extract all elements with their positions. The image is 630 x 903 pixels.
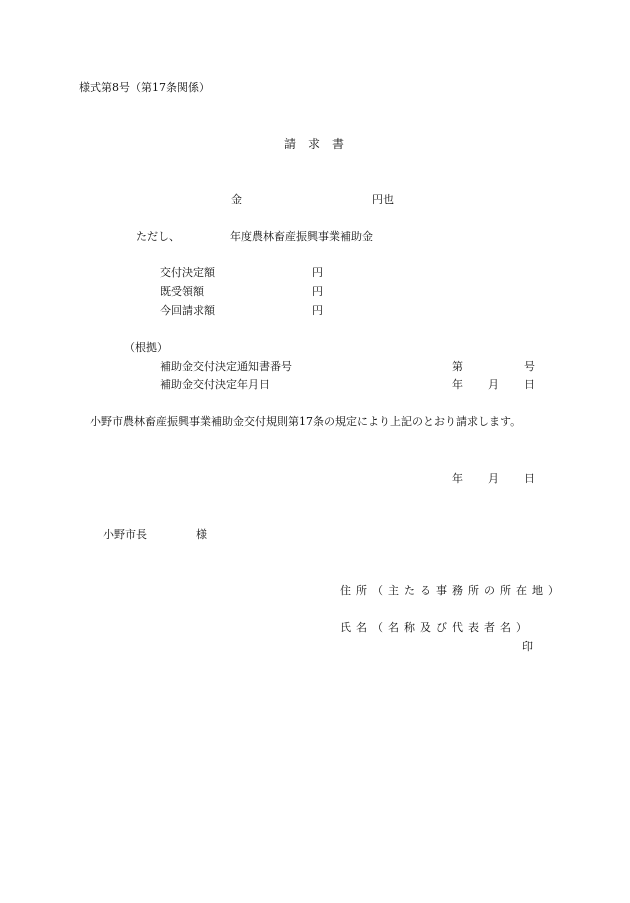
amount-prefix: 金 — [231, 193, 242, 206]
breakdown-unit: 円 — [312, 304, 323, 317]
date-day: 日 — [524, 472, 535, 485]
decision-date-label: 補助金交付決定年月日 — [160, 378, 270, 391]
request-statement: 小野市農林畜産振興事業補助金交付規則第17条の規定により上記のとおり請求します。 — [90, 415, 522, 428]
amount-suffix: 円也 — [372, 193, 394, 206]
decision-year: 年 — [452, 378, 463, 391]
notice-number-suffix: 号 — [524, 360, 535, 373]
applicant-name-label: 氏名（名称及び代表者名） — [340, 621, 532, 634]
notice-number-prefix: 第 — [452, 360, 463, 373]
breakdown-label: 既受領額 — [160, 285, 204, 298]
form-number: 様式第8号（第17条関係） — [79, 81, 210, 94]
breakdown-label: 交付決定額 — [160, 266, 215, 279]
date-month: 月 — [488, 472, 499, 485]
basis-heading: （根拠） — [124, 341, 168, 354]
subsidy-name: 年度農林畜産振興事業補助金 — [230, 230, 373, 243]
breakdown-unit: 円 — [312, 266, 323, 279]
addressee-honorific: 様 — [196, 528, 207, 541]
page-title: 請求書 — [284, 137, 357, 151]
breakdown-unit: 円 — [312, 285, 323, 298]
addressee-name: 小野市長 — [103, 528, 147, 541]
breakdown-label: 今回請求額 — [160, 304, 215, 317]
proviso-lead: ただし、 — [136, 230, 180, 243]
decision-month: 月 — [488, 378, 499, 391]
applicant-address-label: 住所（主たる事務所の所在地） — [340, 584, 564, 597]
notice-number-label: 補助金交付決定通知書番号 — [160, 360, 292, 373]
date-year: 年 — [452, 472, 463, 485]
seal-mark: 印 — [522, 640, 533, 653]
decision-day: 日 — [524, 378, 535, 391]
